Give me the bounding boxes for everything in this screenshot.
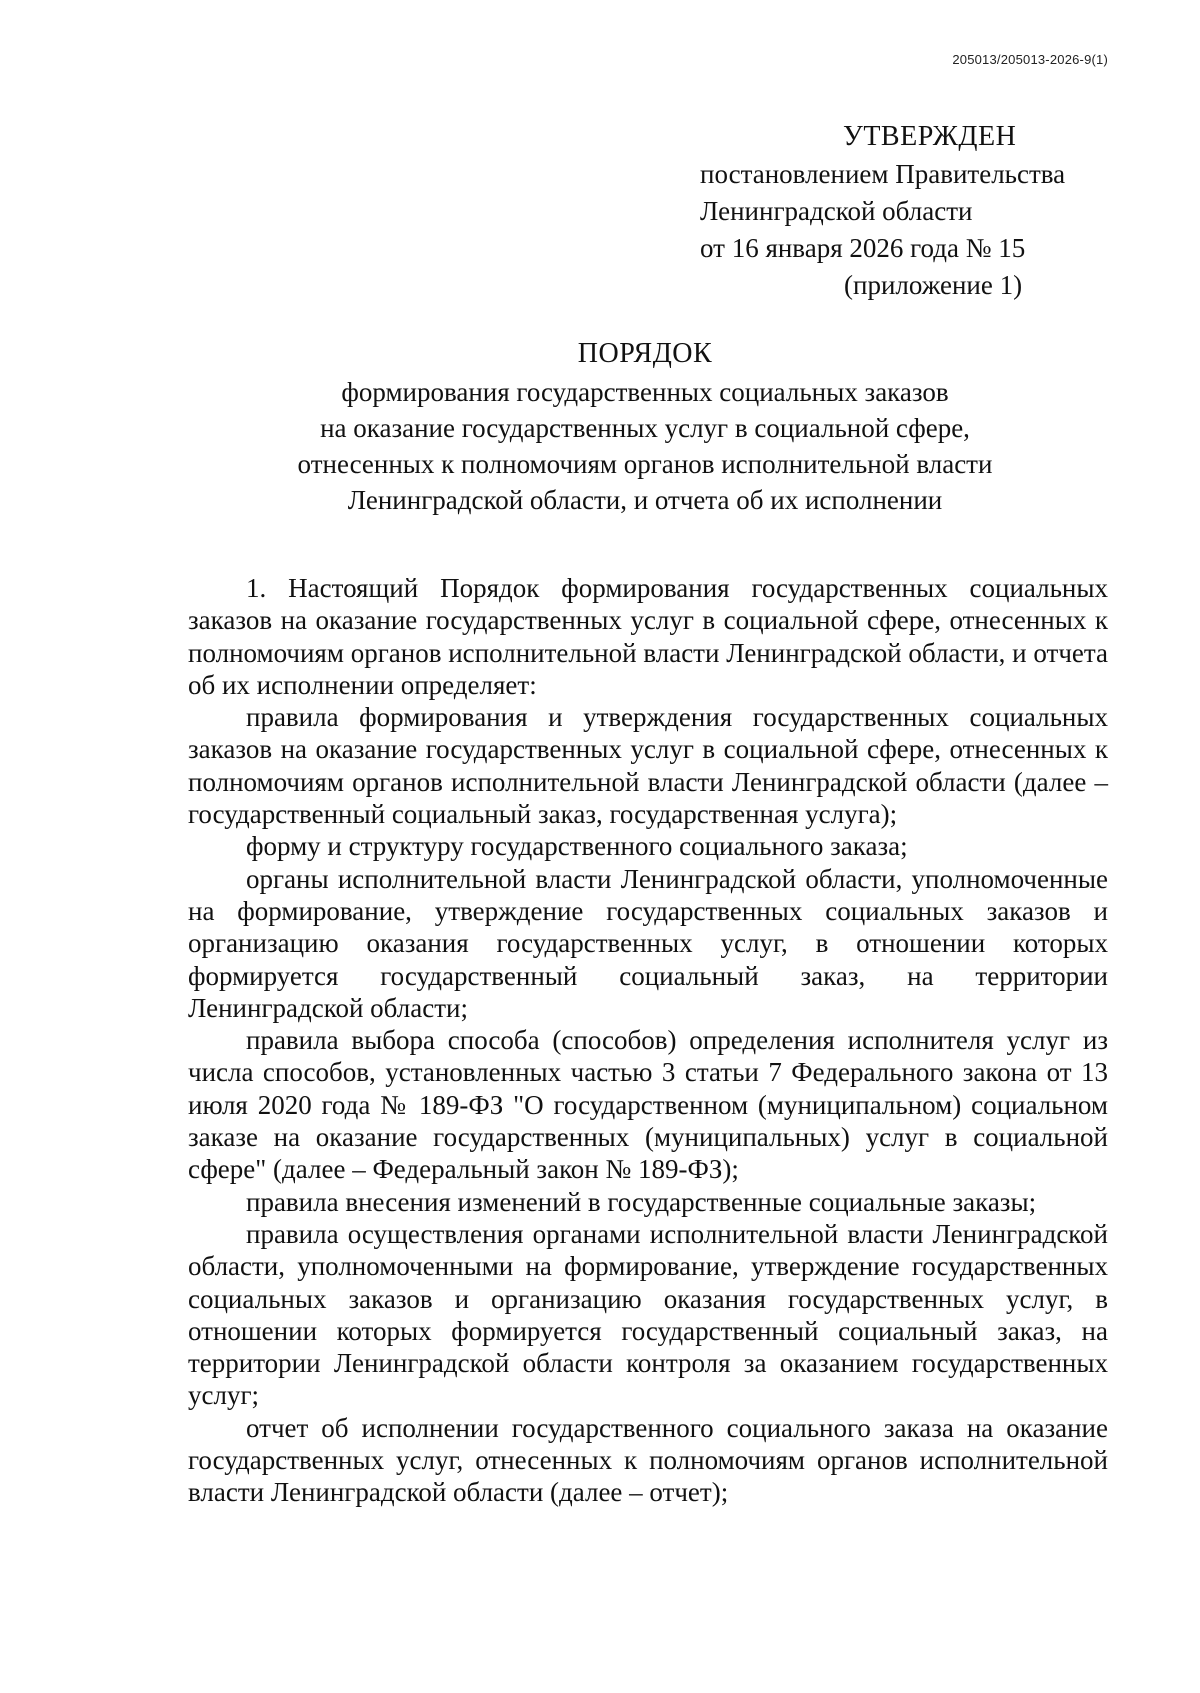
- document-title: [180, 336, 1110, 518]
- body-paragraph: отчет об исполнении государственного социального заказа на оказание государственных услуг, отнесенных к полномочиям органов исполнительной власти Ленинградской области (далее – отчет);: [188, 1412, 1108, 1508]
- approval-heading: УТВЕРЖДЕН: [843, 121, 1017, 152]
- body-paragraph: правила внесения изменений в государственные социальные заказы;: [246, 1186, 1037, 1217]
- body-paragraph: органы исполнительной власти Ленинградской области, уполномоченные на формирование, утверждение государственных социальных заказов и организацию оказания государственных услуг, в отношении которых формируется государственный социальный заказ, на территории Ленинградской области;: [188, 863, 1108, 1023]
- document-body: [188, 572, 1108, 1509]
- title-subtitle-line: на оказание государственных услуг в социальной сфере,: [320, 413, 970, 443]
- body-paragraph: правила формирования и утверждения государственных социальных заказов на оказание государственных услуг в социальной сфере, отнесенных к полномочиям органов исполнительной власти Ленинградской области (далее – государственный социальный заказ, государственная услуга);: [188, 702, 1108, 830]
- title-subtitle-line: формирования государственных социальных заказов: [341, 377, 949, 407]
- body-paragraph: правила осуществления органами исполнительной власти Ленинградской области, уполномоченными на формирование, утверждение государственных социальных заказов и организацию оказания государственных услуг, в отношении которых формируется государственный социальный заказ, на территории Ленинградской области контроля за оказанием государственных услуг;: [188, 1218, 1108, 1411]
- approval-line: постановлением Правительства: [700, 159, 1066, 189]
- body-paragraph: правила выбора способа (способов) определения исполнителя услуг из числа способов, установленных частью 3 статьи 7 Федерального закона от 13 июля 2020 года № 189-ФЗ "О государственном (муниципальном) социальном заказе на оказание государственных (муниципальных) услуг в социальной сфере" (далее – Федеральный закон № 189-ФЗ);: [188, 1025, 1108, 1185]
- body-paragraph: 1. Настоящий Порядок формирования государственных социальных заказов на оказание государственных услуг в социальной сфере, отнесенных к полномочиям органов исполнительной власти Ленинградской области, и отчета об их исполнении определяет:: [188, 573, 1108, 700]
- approval-stamp: [700, 118, 1120, 304]
- approval-line: от 16 января 2026 года № 15: [700, 233, 1026, 263]
- approval-line: Ленинградской области: [700, 196, 973, 226]
- title-main: ПОРЯДОК: [577, 338, 713, 369]
- document-id: 205013/205013-2026-9(1): [952, 52, 1108, 67]
- title-subtitle-line: Ленинградской области, и отчета об их исполнении: [347, 485, 943, 515]
- title-subtitle-line: отнесенных к полномочиям органов исполнительной власти: [297, 449, 993, 479]
- approval-attachment: (приложение 1): [844, 270, 1023, 300]
- body-paragraph: форму и структуру государственного социального заказа;: [246, 831, 908, 862]
